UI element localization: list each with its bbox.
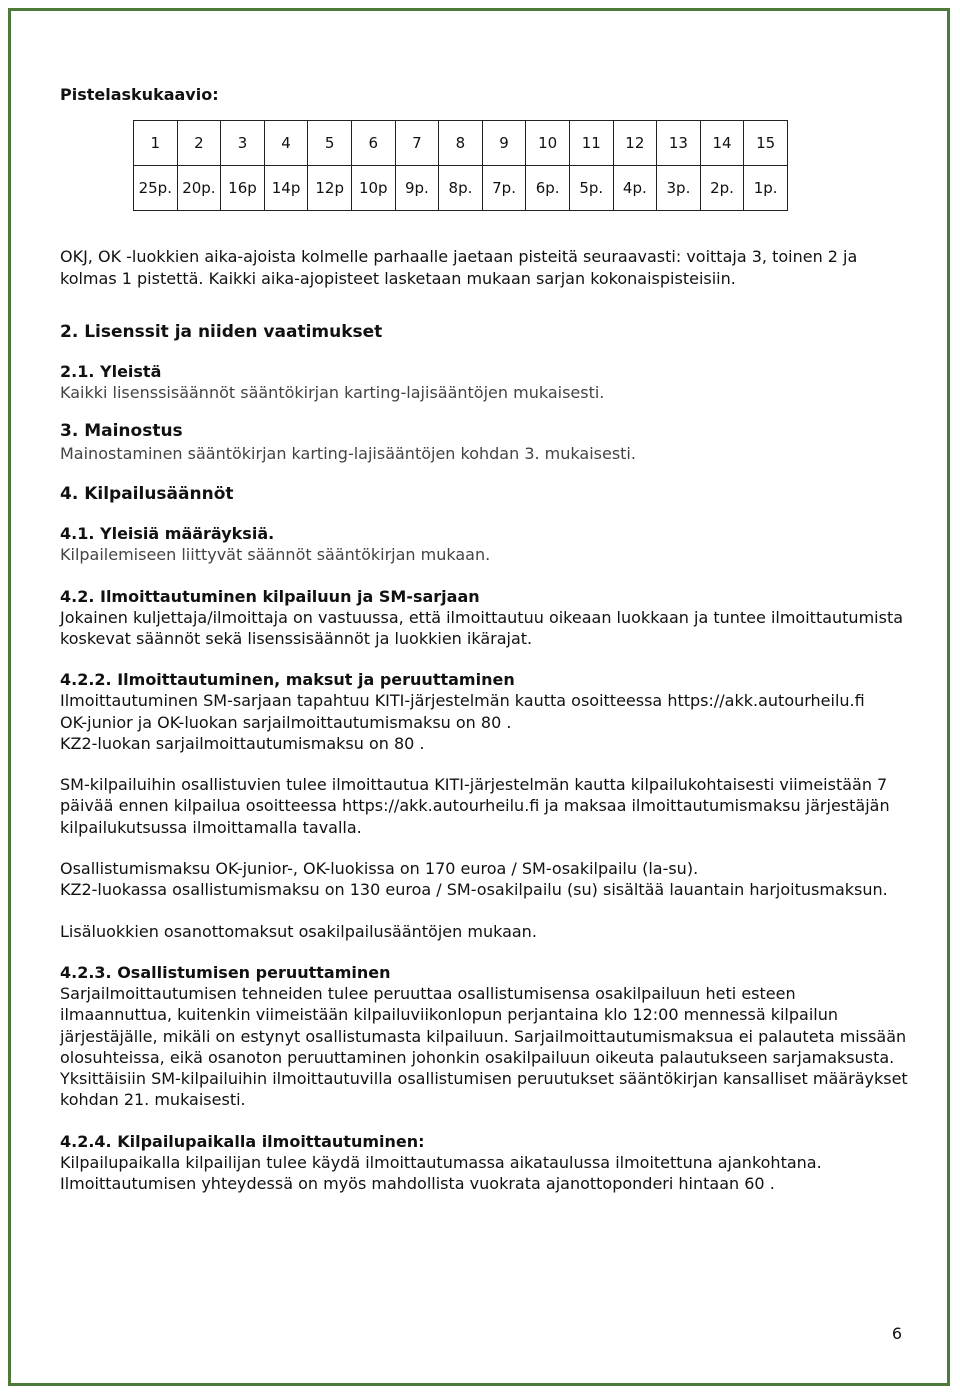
points-cell: 12p xyxy=(308,166,352,211)
fees-paragraph-2: OK-junior ja OK-luokan sarjailmoittautumismaksu on 80 . xyxy=(60,712,512,732)
position-cell: 9 xyxy=(482,121,526,166)
points-cell: 7p. xyxy=(482,166,526,211)
position-cell: 5 xyxy=(308,121,352,166)
heading-general-rules: 4.1. Yleisiä määräyksiä. xyxy=(60,524,275,544)
points-cell: 8p. xyxy=(439,166,483,211)
points-cell: 14p xyxy=(264,166,308,211)
position-cell: 14 xyxy=(700,121,744,166)
heading-registration: 4.2. Ilmoittautuminen kilpailuun ja SM-sarjaan xyxy=(60,586,480,606)
points-row xyxy=(134,166,788,211)
text-registration: Jokainen kuljettaja/ilmoittaja on vastuussa, että ilmoittautuu oikeaan luokkaan ja tuntee ilmoittautumista koskevat säännöt sekä lisenssisäännöt ja luokkien ikärajat. xyxy=(60,607,904,648)
position-cell: 8 xyxy=(439,121,483,166)
position-cell: 15 xyxy=(744,121,788,166)
position-cell: 10 xyxy=(526,121,570,166)
heading-licenses: 2. Lisenssit ja niiden vaatimukset xyxy=(60,321,383,342)
text-onsite-registration: Kilpailupaikalla kilpailijan tulee käydä ilmoittautumassa aikataulussa ilmoitettuna ajankohtana. Ilmoittautumisen yhteydessä on myös mahdollista vuokrata ajanottoponderi hintaan 60 . xyxy=(60,1152,822,1194)
heading-competition-rules: 4. Kilpailusäännöt xyxy=(60,484,234,505)
page-number: 6 xyxy=(891,1324,902,1343)
points-cell: 9p. xyxy=(395,166,439,211)
points-cell: 16p xyxy=(221,166,265,211)
position-cell: 6 xyxy=(351,121,395,166)
points-table xyxy=(133,120,788,211)
text-general-rules: Kilpailemiseen liittyvät säännöt sääntökirjan mukaan. xyxy=(60,545,491,565)
heading-advertising: 3. Mainostus xyxy=(60,421,183,442)
positions-row xyxy=(134,121,788,166)
points-cell: 6p. xyxy=(526,166,570,211)
heading-general: 2.1. Yleistä xyxy=(60,362,162,382)
points-cell: 4p. xyxy=(613,166,657,211)
heading-cancellation: 4.2.3. Osallistumisen peruuttaminen xyxy=(60,962,391,982)
points-cell: 25p. xyxy=(134,166,178,211)
text-advertising: Mainostaminen sääntökirjan karting-lajisääntöjen kohdan 3. mukaisesti. xyxy=(60,443,636,463)
intro-paragraph: OKJ, OK -luokkien aika-ajoista kolmelle parhaalle jaetaan pisteitä seuraavasti: voittaja 3, toinen 2 ja kolmas 1 pistettä. Kaikki aika-ajopisteet lasketaan mukaan sarjan kokonaispisteisiin. xyxy=(60,247,858,288)
section-title: Pistelaskukaavio: xyxy=(60,85,219,104)
position-cell: 4 xyxy=(264,121,308,166)
fees-paragraph-3: KZ2-luokan sarjailmoittautumismaksu on 80 . xyxy=(60,733,425,753)
points-cell: 20p. xyxy=(177,166,221,211)
fees-paragraph-5: Osallistumismaksu OK-junior-, OK-luokissa on 170 euroa / SM-osakilpailu (la-su). xyxy=(60,859,699,879)
fees-paragraph-6: KZ2-luokassa osallistumismaksu on 130 euroa / SM-osakilpailu (su) sisältää lauantain harjoitusmaksun. xyxy=(60,880,888,900)
points-cell: 5p. xyxy=(569,166,613,211)
document-body xyxy=(60,84,910,1194)
fees-paragraph-1: Ilmoittautuminen SM-sarjaan tapahtuu KITI-järjestelmän kautta osoitteessa https://akk.autourheilu.fi xyxy=(60,691,865,711)
heading-onsite-registration: 4.2.4. Kilpailupaikalla ilmoittautuminen: xyxy=(60,1131,425,1151)
position-cell: 1 xyxy=(134,121,178,166)
heading-fees: 4.2.2. Ilmoittautuminen, maksut ja peruuttaminen xyxy=(60,670,515,690)
position-cell: 2 xyxy=(177,121,221,166)
position-cell: 13 xyxy=(657,121,701,166)
position-cell: 3 xyxy=(221,121,265,166)
points-cell: 1p. xyxy=(744,166,788,211)
position-cell: 7 xyxy=(395,121,439,166)
points-cell: 10p xyxy=(351,166,395,211)
text-cancellation: Sarjailmoittautumisen tehneiden tulee peruuttaa osallistumisensa osakilpailuun heti esteen ilmaannuttua, kuitenkin viimeistään kilpailuviikonlopun perjantaina klo 12:00 mennessä kilpailun järjestäjälle, mikäli on estynyt osallistumasta kilpailuun. Sarjailmoittautumismaksua ei palauteta missään olosuhteissa, eikä osanoton peruuttaminen johonkin osakilpailuun oikeuta palautukseen sarjamaksusta. Yksittäisiin SM-kilpailuihin ilmoittautuvilla osallistumisen peruutukset sääntökirjan kansalliset määräykset kohdan 21. mukaisesti. xyxy=(60,983,908,1110)
fees-paragraph-7: Lisäluokkien osanottomaksut osakilpailusääntöjen mukaan. xyxy=(60,921,537,941)
fees-paragraph-4: SM-kilpailuihin osallistuvien tulee ilmoittautua KITI-järjestelmän kautta kilpailukohtaisesti viimeistään 7 päivää ennen kilpailua osoitteessa https://akk.autourheilu.fi ja maksaa ilmoittautumismaksu järjestäjän kilpailukutsussa ilmoittamalla tavalla. xyxy=(60,775,890,837)
position-cell: 11 xyxy=(569,121,613,166)
points-cell: 2p. xyxy=(700,166,744,211)
text-general: Kaikki lisenssisäännöt sääntökirjan karting-lajisääntöjen mukaisesti. xyxy=(60,383,605,403)
points-cell: 3p. xyxy=(657,166,701,211)
position-cell: 12 xyxy=(613,121,657,166)
